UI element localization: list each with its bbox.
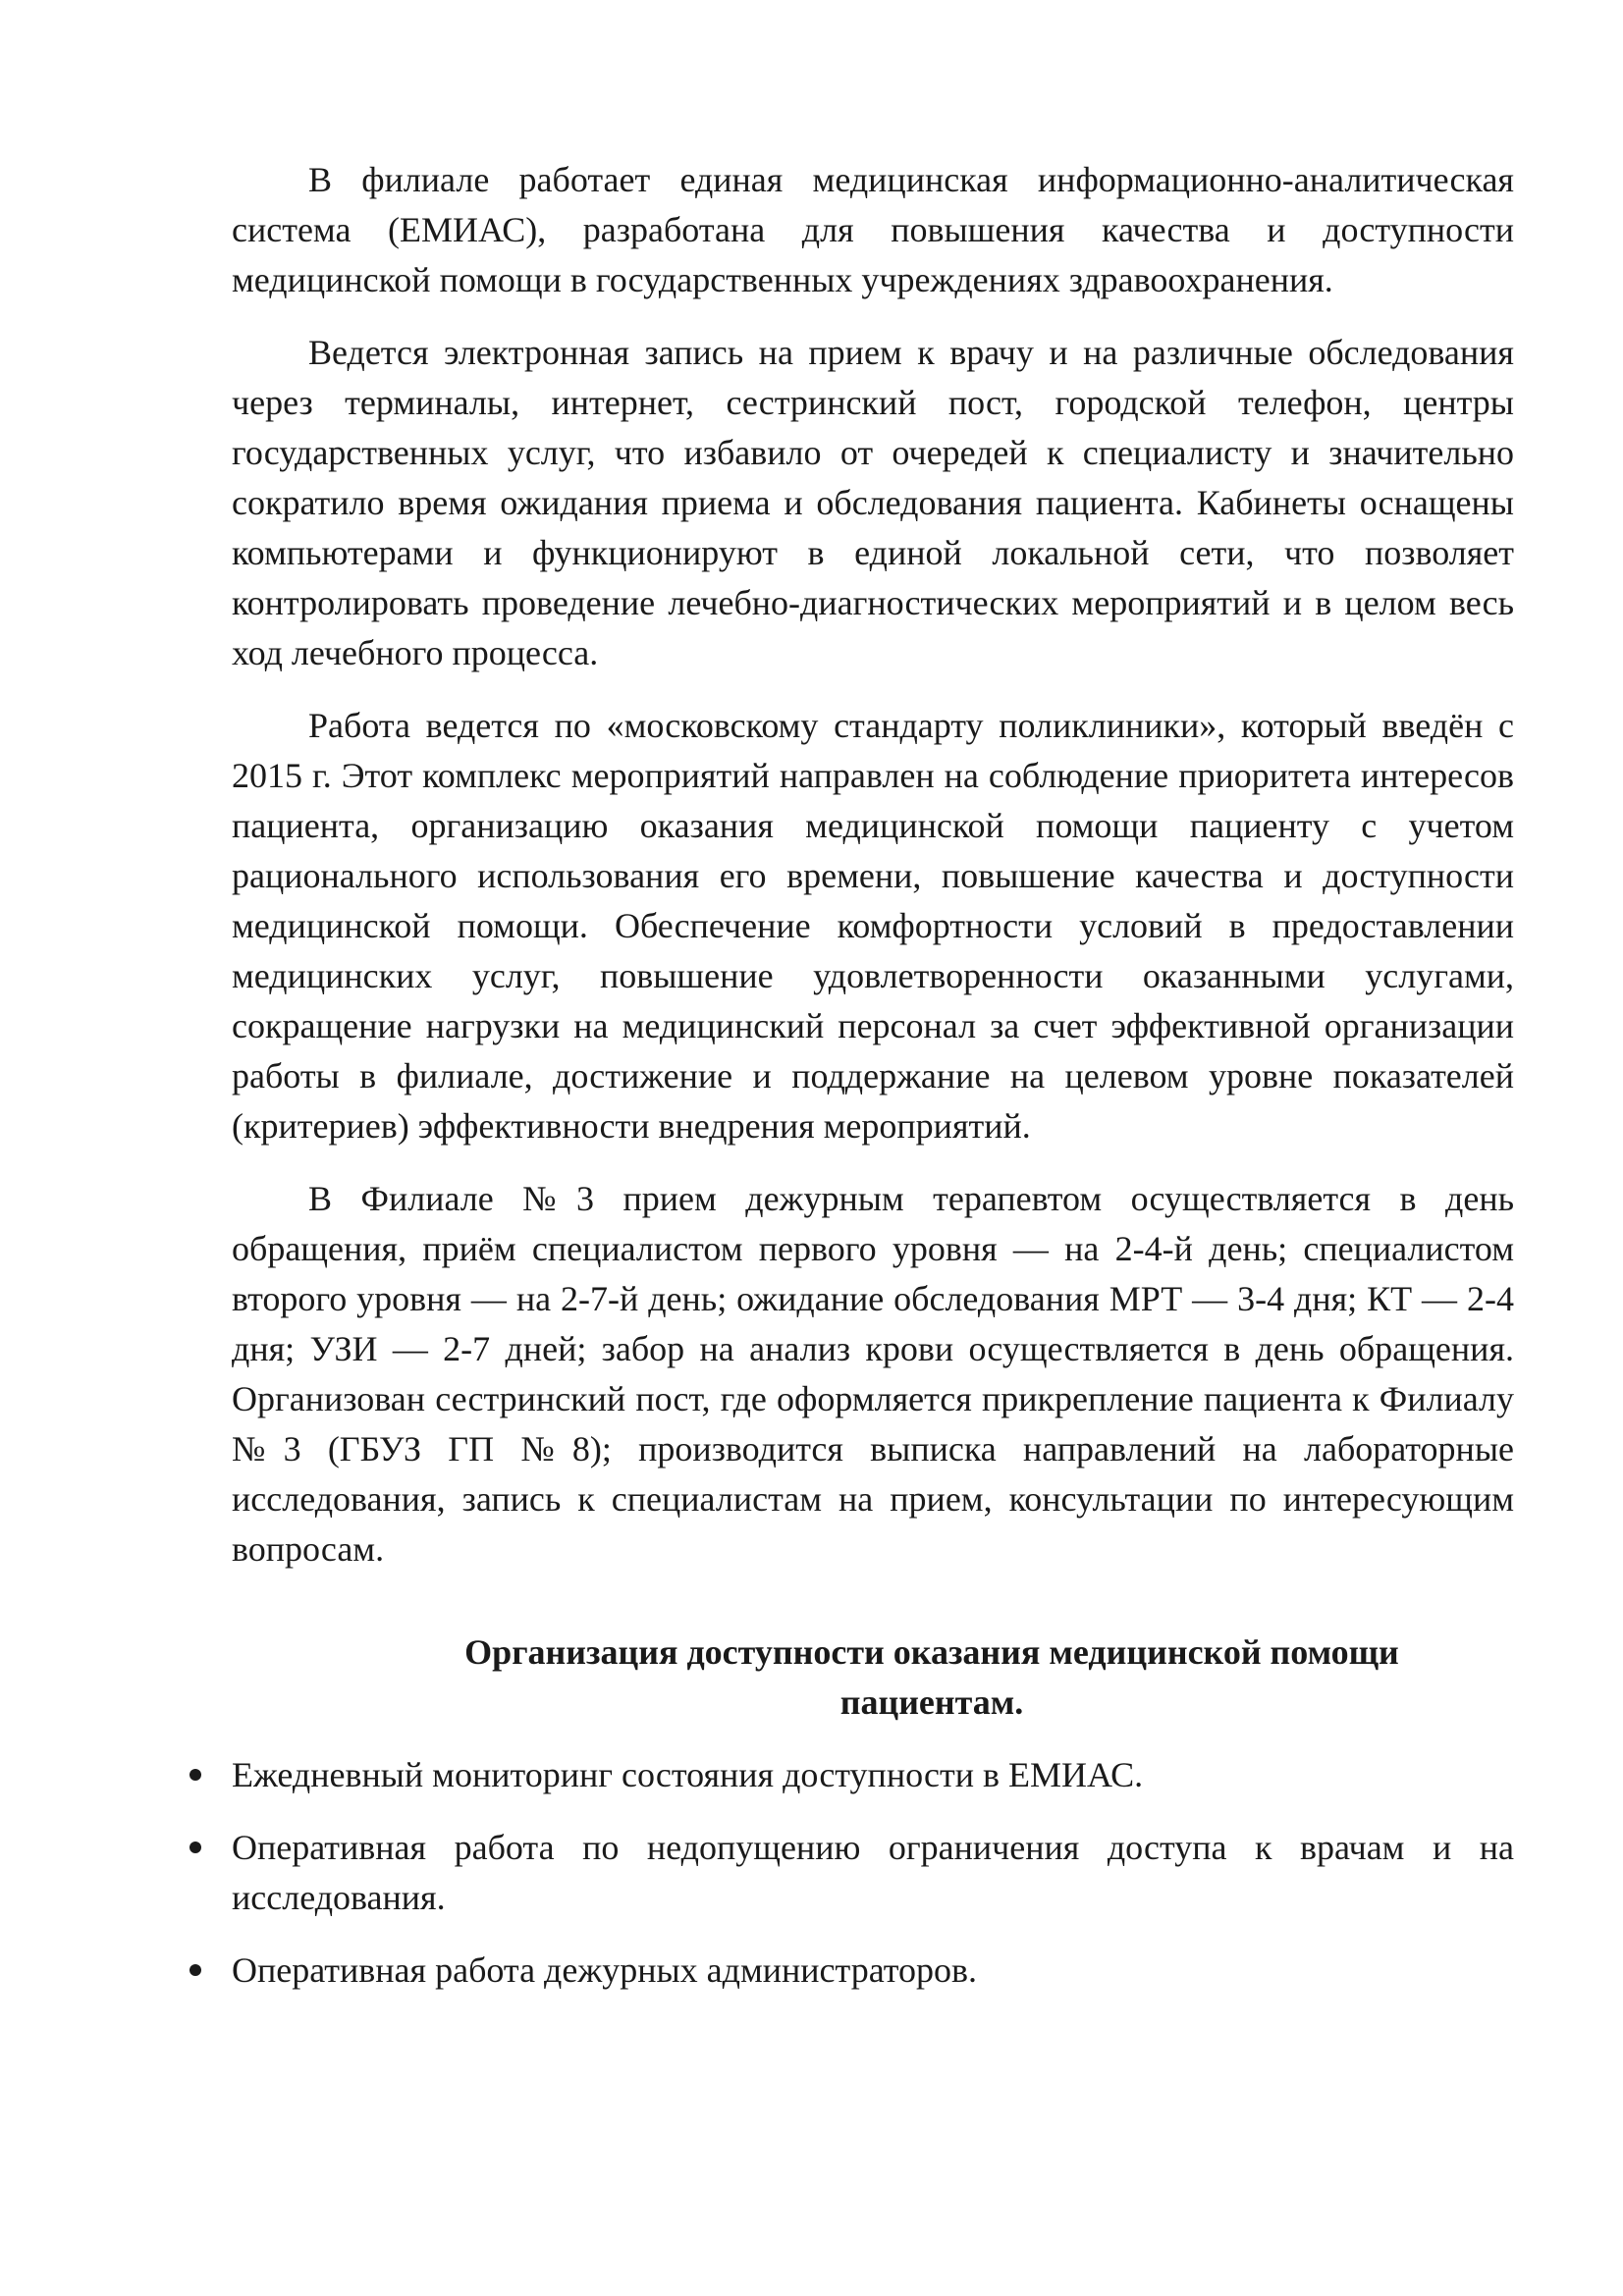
paragraph-emias: В филиале работает единая медицинская информационно-аналитическая система (ЕМИАС), разработана для повышения качества и доступности медицинской помощи в государственных учреждениях здравоохранения. xyxy=(232,160,1514,299)
list-item xyxy=(232,1823,1514,1923)
paragraph-moscow-standard: Работа ведется по «московскому стандарту поликлиники», который введён с 2015 г. Этот комплекс мероприятий направлен на соблюдение приоритета интересов пациента, организацию оказания медицинской помощи пациенту с учетом рационального использования его времени, повышение качества и доступности медицинской помощи. Обеспечение комфортности условий в предоставлении медицинских услуг, повышение удовлетворенности оказанными услугами, сокращение нагрузки на медицинский персонал за счет эффективной организации работы в филиале, достижение и поддержание на целевом уровне показателей (критериев) эффективности внедрения мероприятий. xyxy=(232,706,1514,1146)
paragraph-branch-3-waiting-times: В Филиале №3 прием дежурным терапевтом осуществляется в день обращения, приём специалистом первого уровня — на 2-4-й день; специалистом второго уровня — на 2-7-й день; ожидание обследования МРТ — 3-4 дня; КТ — 2-4 дня; УЗИ — 2-7 дней; забор на анализ крови осуществляется в день обращения. Организован сестринский пост, где оформляется прикрепление пациента к Филиалу №3 (ГБУЗ ГП №8); производится выписка направлений на лабораторные исследования, запись к специалистам на прием, консультации по интересующим вопросам. xyxy=(232,1179,1514,1569)
document-body xyxy=(232,155,1514,2018)
section-heading-line-1: Организация доступности оказания медицинской помощи xyxy=(464,1632,1399,1672)
bullet-list xyxy=(232,1750,1514,1996)
section-heading xyxy=(232,1628,1514,1728)
bullet-icon xyxy=(189,1769,201,1781)
paragraph-electronic-registration: Ведется электронная запись на прием к врачу и на различные обследования через терминалы, интернет, сестринский пост, городской телефон, центры государственных услуг, что избавило от очередей к специалисту и значительно сократило время ожидания приема и обследования пациента. Кабинеты оснащены компьютерами и функционируют в единой локальной сети, что позволяет контролировать проведение лечебно-диагностических мероприятий и в целом весь ход лечебного процесса. xyxy=(232,333,1514,672)
bullet-icon xyxy=(189,1964,201,1976)
list-item xyxy=(232,1946,1514,1996)
list-item xyxy=(232,1750,1514,1800)
list-item-text: Ежедневный мониторинг состояния доступности в ЕМИАС. xyxy=(232,1755,1144,1794)
bullet-icon xyxy=(189,1842,201,1853)
list-item-text: Оперативная работа по недопущению ограничения доступа к врачам и на исследования. xyxy=(232,1828,1514,1917)
section-heading-line-2: пациентам. xyxy=(839,1682,1024,1722)
list-item-text: Оперативная работа дежурных администраторов. xyxy=(232,1950,978,1990)
